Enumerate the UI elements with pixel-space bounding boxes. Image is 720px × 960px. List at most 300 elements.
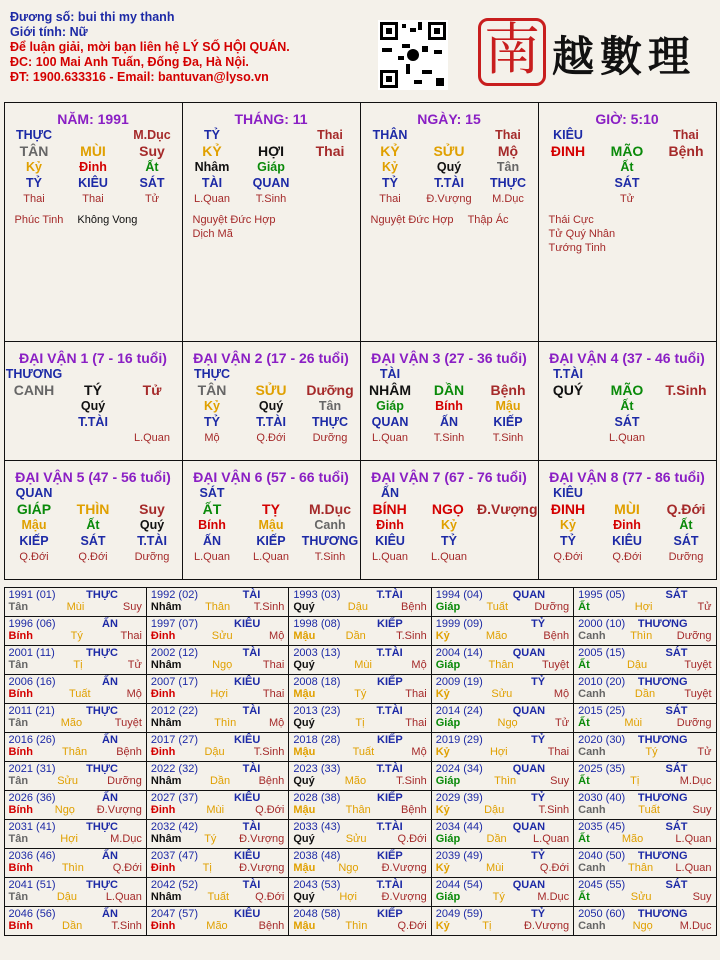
year-top <box>9 618 142 630</box>
year-chi: Mão <box>621 832 644 845</box>
year-star: SÁT <box>665 704 688 717</box>
year-cell <box>146 790 289 820</box>
year-chi: Tý <box>645 745 658 758</box>
year-stage: Đ.Vượng <box>523 919 570 932</box>
row-line <box>361 143 538 159</box>
cell-text: BÍNH <box>372 500 407 517</box>
row-line <box>361 485 538 501</box>
year-bottom <box>436 688 569 700</box>
year-star: THƯƠNG <box>637 791 688 804</box>
year-label: 2026 (36) <box>8 791 56 804</box>
cell-text: ẤN <box>439 414 459 429</box>
cell-text: KỶ <box>202 142 222 159</box>
year-bottom <box>9 775 142 787</box>
cell-text: ẤN <box>380 485 400 500</box>
daivan-cell <box>538 460 717 580</box>
year-bottom <box>293 862 426 874</box>
cell-text: KIÊU <box>78 175 108 190</box>
year-cell <box>146 877 289 907</box>
cell-text: KIÊU <box>375 533 405 548</box>
daivan-cell <box>360 460 539 580</box>
year-bottom <box>293 804 426 816</box>
year-bottom <box>436 659 569 671</box>
cell-text: Suy <box>139 142 165 159</box>
year-chi: Tuất <box>638 803 660 816</box>
year-star: T.TÀI <box>376 878 403 891</box>
cell-text: Nhâm <box>194 159 230 174</box>
year-chi: Ngọ <box>54 803 75 816</box>
year-cell <box>4 761 147 791</box>
year-bottom <box>151 601 284 613</box>
year-can: Quý <box>293 600 315 613</box>
phone-line: ĐT: 1900.633316 - Email: bantuvan@lyso.vn <box>10 70 269 84</box>
year-stage: Q.Đới <box>255 803 285 816</box>
year-can: Bính <box>8 803 33 816</box>
year-star: QUAN <box>512 588 546 601</box>
year-chi: Dậu <box>626 658 648 671</box>
cell-text: GIÁP <box>16 500 52 517</box>
row-line <box>5 175 182 191</box>
cell-text: L.Quan <box>430 550 468 563</box>
year-can: Nhâm <box>150 832 182 845</box>
year-bottom <box>151 862 284 874</box>
year-chi: Hợi <box>634 600 653 613</box>
year-star: KIẾP <box>377 907 403 920</box>
year-can: Mậu <box>293 745 316 758</box>
cell-text: L.Quan <box>193 192 231 205</box>
year-bottom <box>293 891 426 903</box>
year-can: Ất <box>578 890 590 903</box>
cell-text: NHÂM <box>369 381 411 398</box>
daivan-title: ĐẠI VẬN 1 (7 - 16 tuổi) <box>19 349 167 366</box>
year-chi: Mùi <box>66 600 85 613</box>
cell-text: KIẾP <box>19 533 49 548</box>
cell-text: QUAN <box>252 175 290 190</box>
year-can: Quý <box>293 716 315 729</box>
cell-text: TỶ <box>204 127 220 142</box>
year-chi: Tuất <box>68 687 91 700</box>
cell-text: MÃO <box>610 142 644 159</box>
year-stage: Tử <box>555 716 570 729</box>
year-stage: Tử <box>127 658 142 671</box>
year-chi: Mão <box>206 919 228 932</box>
year-bottom <box>151 688 284 700</box>
year-top <box>578 763 711 775</box>
year-can: Tân <box>8 658 29 671</box>
row-line <box>361 398 538 414</box>
cell-text: T.Sinh <box>492 431 524 444</box>
year-chi: Tý <box>354 687 367 700</box>
daivan-cell <box>4 460 183 580</box>
year-stage: Suy <box>550 774 570 787</box>
chart-grid <box>4 102 716 935</box>
year-star: THƯƠNG <box>637 907 688 920</box>
row-line <box>5 191 182 207</box>
year-stage: T.Sinh <box>253 600 285 613</box>
year-top <box>9 850 142 862</box>
pillar-notes <box>539 207 716 255</box>
daivan-title: ĐẠI VẬN 8 (77 - 86 tuổi) <box>549 468 705 485</box>
year-label: 1994 (04) <box>435 588 483 601</box>
year-stage: Bệnh <box>116 745 142 758</box>
year-star: QUAN <box>512 820 546 833</box>
year-top <box>578 705 711 717</box>
note: Thái Cực <box>548 213 594 226</box>
year-star: THƯƠNG <box>637 617 688 630</box>
year-can: Giáp <box>435 658 461 671</box>
year-top <box>151 763 284 775</box>
cell-text: Tân <box>318 398 342 413</box>
year-bottom <box>151 630 284 642</box>
year-stage: L.Quan <box>675 832 712 845</box>
year-chi: Thân <box>488 658 514 671</box>
year-label: 2037 (47) <box>150 849 198 862</box>
year-can: Nhâm <box>150 658 182 671</box>
year-cell <box>573 703 716 733</box>
row-line <box>183 175 360 191</box>
row-line <box>5 398 182 414</box>
year-star: QUAN <box>512 704 546 717</box>
year-can: Đinh <box>150 745 176 758</box>
year-chi: Tị <box>630 774 640 787</box>
cell-text: Ất <box>679 517 693 532</box>
year-chi: Thìn <box>214 716 237 729</box>
year-stage: Đ.Vượng <box>381 861 427 874</box>
row-line <box>183 159 360 175</box>
year-can: Đinh <box>150 803 176 816</box>
cell-text: Thai <box>379 192 401 205</box>
cell-text: Tử <box>144 192 160 205</box>
year-label: 2031 (41) <box>8 820 56 833</box>
year-cell <box>146 616 289 646</box>
cell-text: L.Quan <box>371 431 409 444</box>
year-bottom <box>436 862 569 874</box>
year-star: T.TÀI <box>376 646 403 659</box>
year-star: KIÊU <box>234 791 261 804</box>
year-stage: M.Dục <box>679 919 712 932</box>
year-cell <box>431 674 574 704</box>
year-label: 2041 (51) <box>8 878 56 891</box>
cell-text: HỢI <box>258 142 284 159</box>
year-label: 2033 (43) <box>293 820 341 833</box>
year-bottom <box>9 601 142 613</box>
cell-text: TỶ <box>204 414 220 429</box>
year-chi: Hợi <box>60 832 78 845</box>
year-star: KIÊU <box>234 675 261 688</box>
row-line <box>5 517 182 533</box>
year-chi: Thân <box>62 745 88 758</box>
year-stage: T.Sinh <box>111 919 142 932</box>
year-label: 2009 (19) <box>435 675 483 688</box>
year-stage: Thai <box>120 629 142 642</box>
year-bottom <box>578 601 711 613</box>
row-line <box>183 517 360 533</box>
year-bottom <box>293 630 426 642</box>
year-star: THỰC <box>86 588 118 601</box>
year-label: 2040 (50) <box>578 849 626 862</box>
year-label: 2032 (42) <box>150 820 198 833</box>
year-bottom <box>578 804 711 816</box>
year-star: SÁT <box>665 878 688 891</box>
cell-text: TÂN <box>197 381 227 398</box>
year-stage: Đ.Vượng <box>239 832 285 845</box>
year-chi: Tý <box>492 890 505 903</box>
pillar-cell <box>360 102 539 342</box>
cell-text: Thai <box>317 127 343 142</box>
year-bottom <box>293 688 426 700</box>
cell-text: SỬU <box>433 142 465 159</box>
year-top <box>151 792 284 804</box>
year-can: Tân <box>8 600 29 613</box>
year-star: ẤN <box>102 791 118 804</box>
year-label: 2029 (39) <box>435 791 483 804</box>
year-star: T.TÀI <box>376 820 403 833</box>
year-stage: Q.Đới <box>397 832 427 845</box>
year-can: Tân <box>8 716 29 729</box>
year-top <box>9 763 142 775</box>
year-can: Nhâm <box>150 890 182 903</box>
year-chi: Dần <box>634 687 656 700</box>
cell-text: KIÊU <box>553 485 583 500</box>
year-label: 2027 (37) <box>150 791 198 804</box>
row-line <box>539 143 716 159</box>
cell-text: Dưỡng <box>312 431 348 444</box>
note: Phúc Tinh <box>14 213 64 226</box>
year-top <box>9 908 142 920</box>
year-label: 2016 (26) <box>8 733 56 746</box>
year-chi: Tị <box>73 658 83 671</box>
pillar-cell <box>182 102 361 342</box>
address-line: ĐC: 100 Mai Anh Tuấn, Đống Đa, Hà Nội. <box>10 55 249 69</box>
year-top <box>151 850 284 862</box>
year-top <box>578 850 711 862</box>
cell-text: T.TÀI <box>434 175 464 190</box>
year-stage: Dưỡng <box>676 629 712 642</box>
year-can: Nhâm <box>150 774 182 787</box>
cell-text: Quý <box>80 398 106 413</box>
year-bottom <box>9 688 142 700</box>
cell-text: MÃO <box>610 381 644 398</box>
note: Không Vong <box>77 213 138 226</box>
row-line <box>539 382 716 398</box>
year-star: SÁT <box>665 588 688 601</box>
year-stage: Tử <box>697 745 712 758</box>
year-top <box>436 908 569 920</box>
year-chi: Tuất <box>352 745 375 758</box>
row-line <box>183 366 360 382</box>
year-label: 2015 (25) <box>578 704 626 717</box>
cell-text: QUÝ <box>552 381 584 398</box>
cell-text: QUAN <box>15 485 53 500</box>
year-top <box>9 821 142 833</box>
year-top <box>578 792 711 804</box>
year-chi: Tị <box>355 716 365 729</box>
year-stage: Mộ <box>553 687 570 700</box>
daivan-cell <box>360 341 539 461</box>
year-top <box>151 908 284 920</box>
year-bottom <box>293 775 426 787</box>
row-line <box>539 533 716 549</box>
year-cell <box>573 674 716 704</box>
year-can: Canh <box>578 803 606 816</box>
cell-text: Dưỡng <box>306 381 354 398</box>
year-can: Đinh <box>150 919 176 932</box>
year-bottom <box>293 833 426 845</box>
note: Tử Quý Nhân <box>548 227 616 240</box>
row-line <box>539 549 716 565</box>
row-line <box>539 501 716 517</box>
cell-text: THỰC <box>193 366 231 381</box>
year-can: Canh <box>578 919 606 932</box>
year-can: Bính <box>8 861 33 874</box>
cell-text: MÙI <box>614 500 640 517</box>
year-top <box>9 676 142 688</box>
cell-text: KỶ <box>380 142 400 159</box>
year-bottom <box>9 862 142 874</box>
cell-text: MÙI <box>80 142 106 159</box>
year-top <box>578 908 711 920</box>
year-cell <box>573 616 716 646</box>
year-stage: Đ.Vượng <box>381 890 427 903</box>
daivan-row <box>4 341 716 460</box>
year-chi: Sửu <box>630 890 652 903</box>
cell-text: KIÊU <box>553 127 583 142</box>
cell-text: Đinh <box>613 517 641 532</box>
brand-text: 越數理 <box>552 32 697 81</box>
year-stage: L.Quan <box>533 832 570 845</box>
year-star: TỶ <box>531 675 546 688</box>
year-bottom <box>436 746 569 758</box>
year-label: 1998 (08) <box>293 617 341 630</box>
year-top <box>293 763 426 775</box>
year-top <box>578 618 711 630</box>
cell-text: THỰC <box>15 127 53 142</box>
year-label: 2024 (34) <box>435 762 483 775</box>
year-row <box>4 703 716 732</box>
year-label: 2013 (23) <box>293 704 341 717</box>
year-bottom <box>9 920 142 932</box>
year-stage: Bệnh <box>258 774 285 787</box>
note: Dịch Mã <box>192 227 233 240</box>
year-top <box>578 821 711 833</box>
row-line <box>183 549 360 565</box>
year-bottom <box>578 746 711 758</box>
year-top <box>9 647 142 659</box>
year-bottom <box>293 717 426 729</box>
year-star: ẤN <box>102 733 118 746</box>
row-line <box>5 414 182 430</box>
row-line <box>361 366 538 382</box>
cell-text: Thai <box>23 192 45 205</box>
year-stage: T.Sinh <box>396 629 427 642</box>
year-top <box>151 647 284 659</box>
year-chi: Tuất <box>207 890 230 903</box>
year-chi: Tý <box>204 832 217 845</box>
row-line <box>5 549 182 565</box>
year-stage: Bệnh <box>258 919 285 932</box>
year-bottom <box>436 717 569 729</box>
year-bottom <box>436 630 569 642</box>
year-stage: Thai <box>405 687 427 700</box>
year-cell <box>431 703 574 733</box>
row-line <box>539 159 716 175</box>
cell-text: Giáp <box>257 159 285 174</box>
pillars-row <box>4 102 716 341</box>
year-chi: Sửu <box>57 774 79 787</box>
year-label: 2023 (33) <box>293 762 341 775</box>
note: Tướng Tinh <box>548 241 606 254</box>
year-stage: Mộ <box>411 745 427 758</box>
cell-text: Thai <box>315 142 345 159</box>
year-can: Nhâm <box>150 600 182 613</box>
year-top <box>578 647 711 659</box>
year-cell <box>4 645 147 675</box>
year-cell <box>146 906 289 936</box>
cell-text: Suy <box>139 500 165 517</box>
cell-text: DẦN <box>433 381 465 398</box>
year-stage: Tuyệt <box>114 716 142 729</box>
year-cell <box>573 790 716 820</box>
daivan-title: ĐẠI VẬN 2 (17 - 26 tuổi) <box>193 349 349 366</box>
year-star: KIÊU <box>234 733 261 746</box>
row-line <box>5 143 182 159</box>
year-can: Giáp <box>435 832 461 845</box>
year-cell <box>146 645 289 675</box>
year-label: 2017 (27) <box>150 733 198 746</box>
year-chi: Sửu <box>491 687 513 700</box>
year-can: Ất <box>578 600 590 613</box>
row-line <box>361 159 538 175</box>
cell-text: L.Quan <box>608 431 646 444</box>
year-chi: Ngọ <box>497 716 518 729</box>
year-chi: Dậu <box>204 745 225 758</box>
cell-text: Bệnh <box>668 142 704 159</box>
year-cell <box>573 877 716 907</box>
row-line <box>539 517 716 533</box>
year-star: TÀI <box>242 878 261 891</box>
row-line <box>361 127 538 143</box>
pillar-title: THÁNG: 11 <box>234 110 308 127</box>
cell-text: Quý <box>139 517 165 532</box>
cell-text: THƯƠNG <box>5 366 63 381</box>
year-cell <box>573 819 716 849</box>
year-bottom <box>151 833 284 845</box>
cell-text: Thai <box>673 127 699 142</box>
cell-text: Dưỡng <box>668 550 704 563</box>
cell-text: THÂN <box>372 127 408 142</box>
cell-text: M.Dục <box>309 500 351 517</box>
year-cell <box>4 732 147 762</box>
year-label: 1992 (02) <box>150 588 198 601</box>
year-label: 2048 (58) <box>293 907 341 920</box>
year-top <box>293 821 426 833</box>
year-label: 2004 (14) <box>435 646 483 659</box>
year-can: Mậu <box>293 687 316 700</box>
year-top <box>293 908 426 920</box>
row-line <box>183 127 360 143</box>
year-stage: Thai <box>262 687 285 700</box>
year-cell <box>146 761 289 791</box>
contact-line: Để luận giải, mời bạn liên hệ LÝ SỐ HỘI QUÁN. <box>10 40 290 54</box>
year-label: 2001 (11) <box>8 646 55 659</box>
year-label: 2046 (56) <box>8 907 56 920</box>
pillar-title: NGÀY: 15 <box>417 110 481 127</box>
year-row <box>4 761 716 790</box>
year-bottom <box>578 630 711 642</box>
cell-text: Mộ <box>497 142 519 159</box>
year-star: KIÊU <box>234 849 261 862</box>
year-cell <box>431 616 574 646</box>
